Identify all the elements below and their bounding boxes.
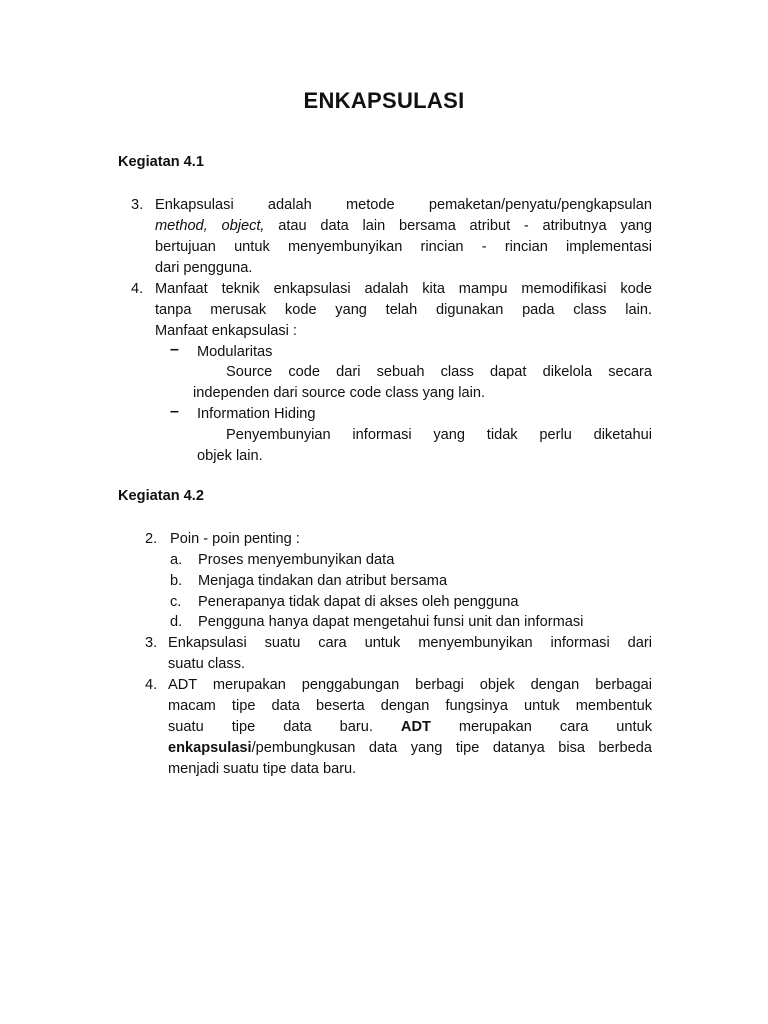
paragraph-line: Penyembunyian informasi yang tidak perlu diketahui bbox=[226, 427, 652, 443]
paragraph-line: Enkapsulasi suatu cara untuk menyembunyikan informasi dari bbox=[168, 635, 652, 651]
list-number: 4. bbox=[145, 677, 158, 693]
list-label: Poin - poin penting : bbox=[170, 531, 300, 547]
paragraph-line bbox=[168, 717, 652, 737]
list-number: 4. bbox=[131, 281, 144, 297]
sub-letter: d. bbox=[170, 614, 183, 630]
bullet-label: Information Hiding bbox=[197, 406, 316, 422]
paragraph-line: Manfaat teknik enkapsulasi adalah kita mampu memodifikasi kode bbox=[155, 281, 652, 297]
italic-terms: method, object, bbox=[155, 218, 265, 234]
sub-letter: a. bbox=[170, 552, 183, 568]
dash-bullet: – bbox=[170, 341, 179, 358]
list-number: 2. bbox=[145, 531, 158, 547]
paragraph-line: objek lain. bbox=[197, 448, 263, 464]
page-title: ENKAPSULASI bbox=[303, 88, 465, 113]
paragraph-line: bertujuan untuk menyembunyikan rincian - rincian implementasi bbox=[155, 239, 652, 255]
dash-bullet: – bbox=[170, 403, 179, 420]
paragraph-line: macam tipe data beserta dengan fungsinya untuk membentuk bbox=[168, 698, 652, 714]
list-number: 3. bbox=[145, 635, 158, 651]
section-heading-4-2: Kegiatan 4.2 bbox=[118, 488, 204, 504]
sub-letter: c. bbox=[170, 594, 182, 610]
sub-item: Proses menyembunyikan data bbox=[198, 552, 395, 568]
paragraph-line: tanpa merusak kode yang telah digunakan pada class lain. bbox=[155, 302, 652, 318]
paragraph-line: Source code dari sebuah class dapat dikelola secara bbox=[226, 364, 652, 380]
section-heading-4-1: Kegiatan 4.1 bbox=[118, 154, 204, 170]
list-number: 3. bbox=[131, 197, 144, 213]
paragraph-line: Manfaat enkapsulasi : bbox=[155, 323, 297, 339]
sub-item: Menjaga tindakan dan atribut bersama bbox=[198, 573, 448, 589]
paragraph-line: dari pengguna. bbox=[155, 260, 253, 276]
paragraph-line bbox=[168, 738, 652, 758]
paragraph-text: suatu tipe data baru. bbox=[168, 719, 401, 735]
paragraph-line: independen dari source code class yang lain. bbox=[193, 385, 486, 401]
paragraph-text: atau data lain bersama atribut - atributnya yang bbox=[264, 218, 652, 234]
bullet-label: Modularitas bbox=[197, 344, 273, 360]
paragraph-line bbox=[155, 216, 652, 236]
sub-item: Pengguna hanya dapat mengetahui funsi unit dan informasi bbox=[198, 614, 584, 630]
paragraph-line: suatu class. bbox=[168, 656, 246, 672]
bold-term: enkapsulasi bbox=[168, 740, 252, 756]
paragraph-text: /pembungkusan data yang tipe datanya bisa berbeda bbox=[251, 740, 652, 756]
paragraph-text: merupakan cara untuk bbox=[430, 719, 653, 735]
sub-item: Penerapanya tidak dapat di akses oleh pengguna bbox=[198, 594, 519, 610]
paragraph-line: ADT merupakan penggabungan berbagi objek dengan berbagai bbox=[168, 677, 652, 693]
sub-letter: b. bbox=[170, 573, 183, 589]
paragraph-line: Enkapsulasi adalah metode pemaketan/penyatu/pengkapsulan bbox=[155, 197, 652, 213]
bold-term: ADT bbox=[400, 719, 431, 735]
paragraph-line: menjadi suatu tipe data baru. bbox=[168, 761, 357, 777]
